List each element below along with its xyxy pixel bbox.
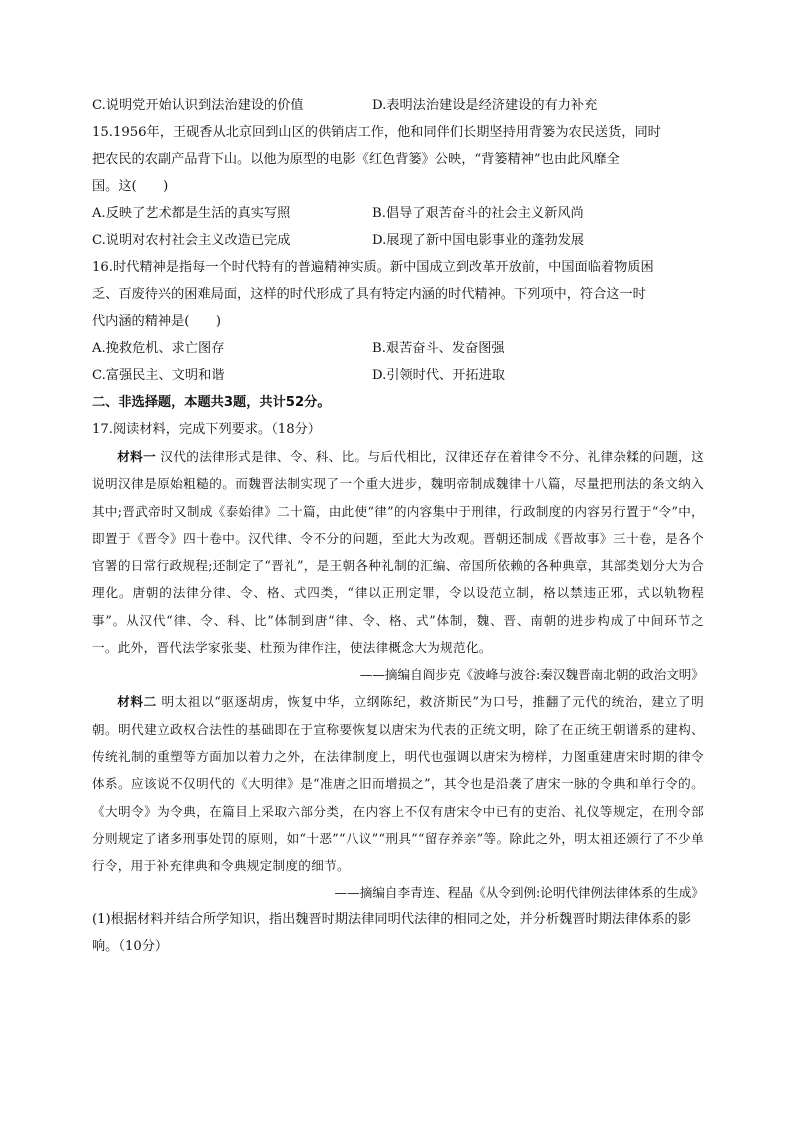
question-15: [92, 119, 704, 254]
q16-option-c: C.富强民主、文明和谐: [92, 368, 225, 383]
question-17: [92, 416, 704, 960]
q16-stem-line: 16.时代精神是指每一个时代特有的普遍精神实质。新中国成立到改革开放前，中国面临着物质困: [92, 260, 654, 275]
q14-option-d: D.表明法治建设是经济建设的有力补充: [372, 98, 598, 113]
section-heading: 二、非选择题，本题共3题，共计52分。: [92, 395, 331, 410]
q14-options-cd: [92, 92, 704, 119]
material-2-source: ——摘编自李青连、程晶《从令到例:论明代律例法律体系的生成》: [334, 885, 704, 901]
q16-option-d: D.引领时代、开拓进取: [372, 368, 505, 383]
material-2-label: 材料二: [117, 694, 157, 710]
q17-stem: 17.阅读材料，完成下列要求。（18分）: [92, 422, 321, 437]
q16-options-ab: [92, 335, 704, 362]
q15-option-c: C.说明对农村社会主义改造已完成: [92, 233, 291, 248]
q16-stem-line: 代内涵的精神是( ): [92, 314, 221, 329]
material-2-text: 明太祖以“驱逐胡虏，恢复中华，立纲陈纪，救济斯民”为口号，推翻了元代的统治，建立了明朝。明代建立政权合法性的基础即在于宣称要恢复以唐宋为代表的正统文明，除了在正统王朝谱系的建构、传统礼制的重塑等方面加以着力之外，在法律制度上，明代也强调以唐宋为榜样，力图重建唐宋时期的律令体系。应该说不仅明代的《大明律》是“准唐之旧而增损之”，其令也是沿袭了唐宋一脉的令典和单行令的。《大明令》为令典，在篇目上采取六部分类，在内容上不仅有唐宋令中已有的吏治、礼仪等规定，在刑令部分则规定了诸多刑事处罚的原则，如“十恶”“八议”“刑具”“留存养亲”等。除此之外，明太祖还颁行了不少单行令，用于补充律典和令典规定制度的细节。: [92, 694, 704, 874]
question-16: [92, 254, 704, 389]
material-1: [92, 443, 704, 661]
q15-stem-line: 15.1956年，王砚香从北京回到山区的供销店工作，他和同伴们长期坚持用背篓为农民送货，同时: [92, 125, 661, 140]
material-1-source: ——摘编自阎步克《波峰与波谷:秦汉魏晋南北朝的政治文明》: [359, 667, 704, 683]
q15-stem-line: 国。这( ): [92, 179, 169, 194]
q16-options-cd: [92, 362, 704, 389]
q15-option-a: A.反映了艺术都是生活的真实写照: [92, 206, 291, 221]
material-1-text: 汉代的法律形式是律、令、科、比。与后代相比，汉律还存在着律令不分、礼律杂糅的问题，这说明汉律是原始粗糙的。而魏晋法制实现了一个重大进步，魏明帝制成魏律十八篇，尽量把刑法的条文纳入其中;晋武帝时又制成《泰始律》二十篇，由此使“律”的内容集中于刑律，行政制度的内容另行置于“令”中，即置于《晋令》四十卷中。汉代律、令不分的问题，至此大为改观。晋朝还制成《晋故事》三十卷，是各个官署的日常行政规程;还制定了“晋礼”，是王朝各种礼制的汇编、帝国所依赖的各种典章，其部类划分大为合理化。唐朝的法律分律、令、格、式四类，“律以正刑定罪，令以设范立制，格以禁违正邪，式以轨物程事”。从汉代“律、令、科、比”体制到唐“律、令、格、式”体制，魏、晋、南朝的进步构成了中间环节之一。此外，晋代法学家张斐、杜预为律作注，使法律概念大为规范化。: [92, 449, 704, 656]
q15-options-cd: [92, 227, 704, 254]
q17-sub-question-1: (1)根据材料并结合所学知识，指出魏晋时期法律同明代法律的相同之处，并分析魏晋时期法律体系的影响。（10分）: [92, 912, 691, 955]
material-2: [92, 688, 704, 879]
q15-options-ab: [92, 200, 704, 227]
q14-option-c: C.说明党开始认识到法治建设的价值: [92, 98, 304, 113]
q16-option-b: B.艰苦奋斗、发奋图强: [372, 341, 505, 356]
q15-option-d: D.展现了新中国电影事业的蓬勃发展: [372, 233, 585, 248]
q15-stem-line: 把农民的农副产品背下山。以他为原型的电影《红色背篓》公映，“背篓精神”也由此风靡全: [92, 152, 620, 167]
material-1-label: 材料一: [117, 449, 157, 464]
q16-stem-line: 乏、百废待兴的困难局面，这样的时代形成了具有特定内涵的时代精神。下列项中，符合这一时: [92, 287, 646, 302]
q15-option-b: B.倡导了艰苦奋斗的社会主义新风尚: [372, 206, 584, 221]
q16-option-a: A.挽救危机、求亡图存: [92, 341, 225, 356]
exam-page: [92, 92, 704, 960]
